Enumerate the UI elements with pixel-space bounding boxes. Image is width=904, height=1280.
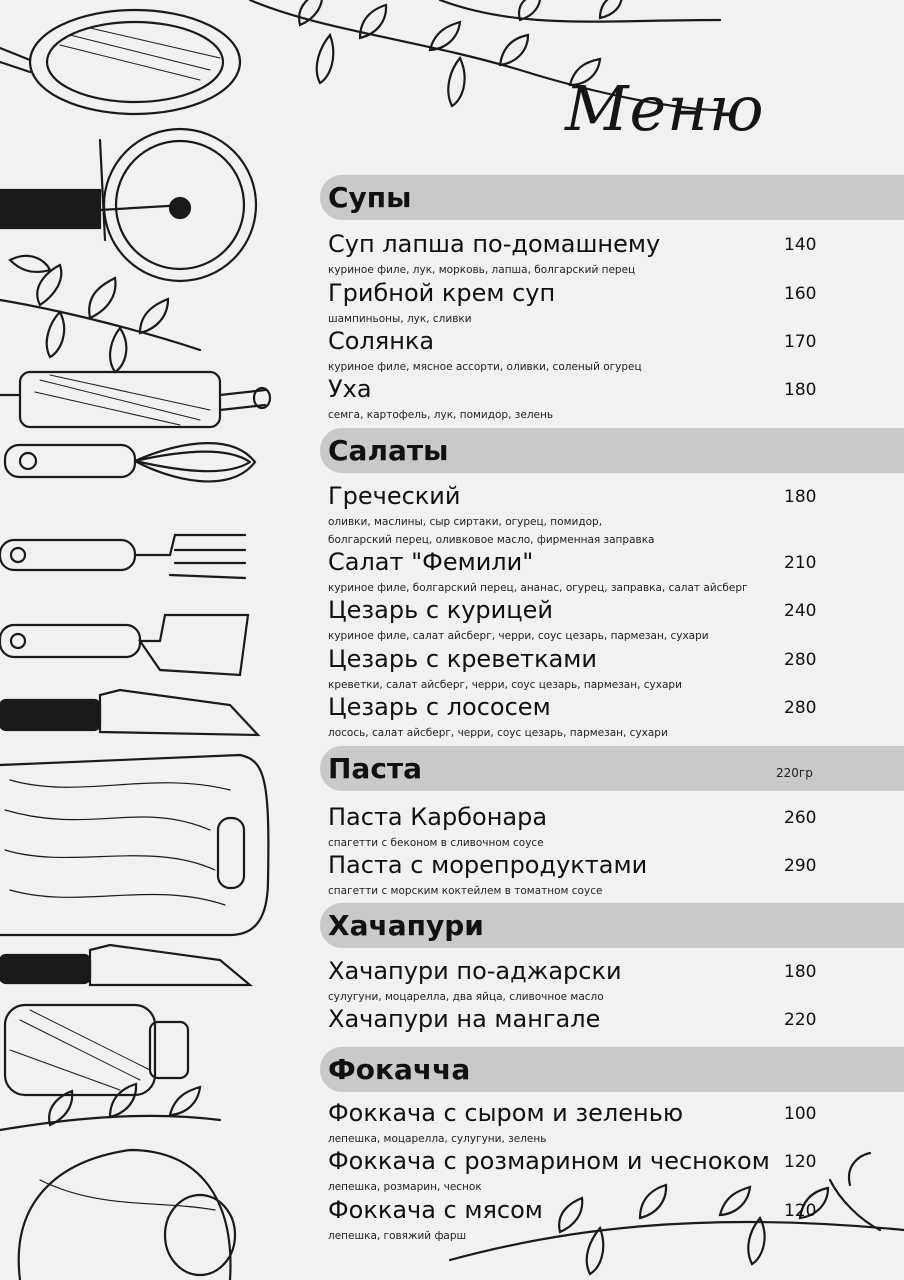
menu-item-price: 220 xyxy=(784,1010,817,1030)
menu-item-name: Фоккача с сыром и зеленью xyxy=(328,1099,684,1127)
menu-item-description: семга, картофель, лук, помидор, зелень xyxy=(328,409,554,421)
rolling-pin-icon xyxy=(0,372,270,427)
menu-item-price: 280 xyxy=(784,698,817,718)
menu-item-price: 280 xyxy=(784,650,817,670)
section-title: Фокачча xyxy=(328,1053,471,1086)
menu-item-description: креветки, салат айсберг, черри, соус цезарь, пармезан, сухари xyxy=(328,679,682,691)
menu-item-name: Паста Карбонара xyxy=(328,803,548,831)
menu-item-description: лепешка, говяжий фарш xyxy=(328,1230,467,1242)
knife-icon-2 xyxy=(0,945,250,985)
section-title: Салаты xyxy=(328,434,449,467)
menu-item-price: 120 xyxy=(784,1152,817,1172)
menu-item-price: 180 xyxy=(784,487,817,507)
menu-item-description: куриное филе, салат айсберг, черри, соус цезарь, пармезан, сухари xyxy=(328,630,709,642)
menu-item-name: Фоккача с розмарином и чесноком xyxy=(328,1147,770,1175)
menu-item-name: Цезарь с креветками xyxy=(328,645,597,673)
menu-item-description: лепешка, моцарелла, сулугуни, зелень xyxy=(328,1133,547,1145)
frying-pan-icon xyxy=(0,10,240,114)
menu-item-description: оливки, маслины, сыр сиртаки, огурец, помидор, xyxy=(328,516,603,528)
menu-item-name: Греческий xyxy=(328,482,461,510)
menu-item-name: Паста с морепродуктами xyxy=(328,851,648,879)
section-title: Хачапури xyxy=(328,909,484,942)
knife-icon xyxy=(0,690,258,735)
menu-item-description: спагетти с беконом в сливочном соусе xyxy=(328,837,544,849)
spatula-icon xyxy=(0,615,248,675)
menu-title: Меню xyxy=(565,72,765,145)
menu-item-description: спагетти с морским коктейлем в томатном соусе xyxy=(328,885,603,897)
menu-item-description: шампиньоны, лук, сливки xyxy=(328,313,472,325)
leaf-branch-icon-2 xyxy=(0,1084,220,1130)
menu-item-price: 290 xyxy=(784,856,817,876)
menu-item-price: 100 xyxy=(784,1104,817,1124)
menu-item-price: 160 xyxy=(784,284,817,304)
menu-item-price: 260 xyxy=(784,808,817,828)
menu-item-name: Цезарь с курицей xyxy=(328,596,553,624)
menu-item-name: Салат "Фемили" xyxy=(328,548,534,576)
menu-item-description: сулугуни, моцарелла, два яйца, сливочное масло xyxy=(328,991,604,1003)
menu-item-description: болгарский перец, оливковое масло, фирменная заправка xyxy=(328,534,655,546)
fork-icon xyxy=(0,535,245,578)
menu-item-name: Цезарь с лососем xyxy=(328,693,551,721)
menu-item-name: Уха xyxy=(328,375,372,403)
menu-item-price: 120 xyxy=(784,1201,817,1221)
menu-item-description: куриное филе, лук, морковь, лапша, болгарский перец xyxy=(328,264,636,276)
spice-jar-icon xyxy=(5,1005,188,1095)
menu-item-name: Хачапури на мангале xyxy=(328,1005,601,1033)
menu-item-description: куриное филе, мясное ассорти, оливки, соленый огурец xyxy=(328,361,642,373)
section-weight-note: 220гр xyxy=(776,766,813,780)
kettle-icon xyxy=(19,1150,235,1280)
menu-item-price: 240 xyxy=(784,601,817,621)
menu-item-price: 170 xyxy=(784,332,817,352)
cutting-board-icon xyxy=(0,755,268,935)
menu-item-price: 180 xyxy=(784,380,817,400)
menu-item-description: лосось, салат айсберг, черри, соус цезарь, пармезан, сухари xyxy=(328,727,668,739)
section-title: Супы xyxy=(328,181,412,214)
whisk-icon xyxy=(5,443,255,481)
menu-item-description: лепешка, розмарин, чеснок xyxy=(328,1181,482,1193)
menu-item-name: Фоккача с мясом xyxy=(328,1196,543,1224)
menu-item-description: куриное филе, болгарский перец, ананас, огурец, заправка, салат айсберг xyxy=(328,582,748,594)
menu-item-price: 140 xyxy=(784,235,817,255)
menu-item-name: Солянка xyxy=(328,327,435,355)
section-title: Паста xyxy=(328,752,423,785)
menu-item-name: Суп лапша по-домашнему xyxy=(328,230,661,258)
leaf-branch-icon xyxy=(0,256,200,372)
menu-item-name: Грибной крем суп xyxy=(328,279,556,307)
menu-item-price: 180 xyxy=(784,962,817,982)
menu-item-name: Хачапури по-аджарски xyxy=(328,957,622,985)
menu-item-price: 210 xyxy=(784,553,817,573)
